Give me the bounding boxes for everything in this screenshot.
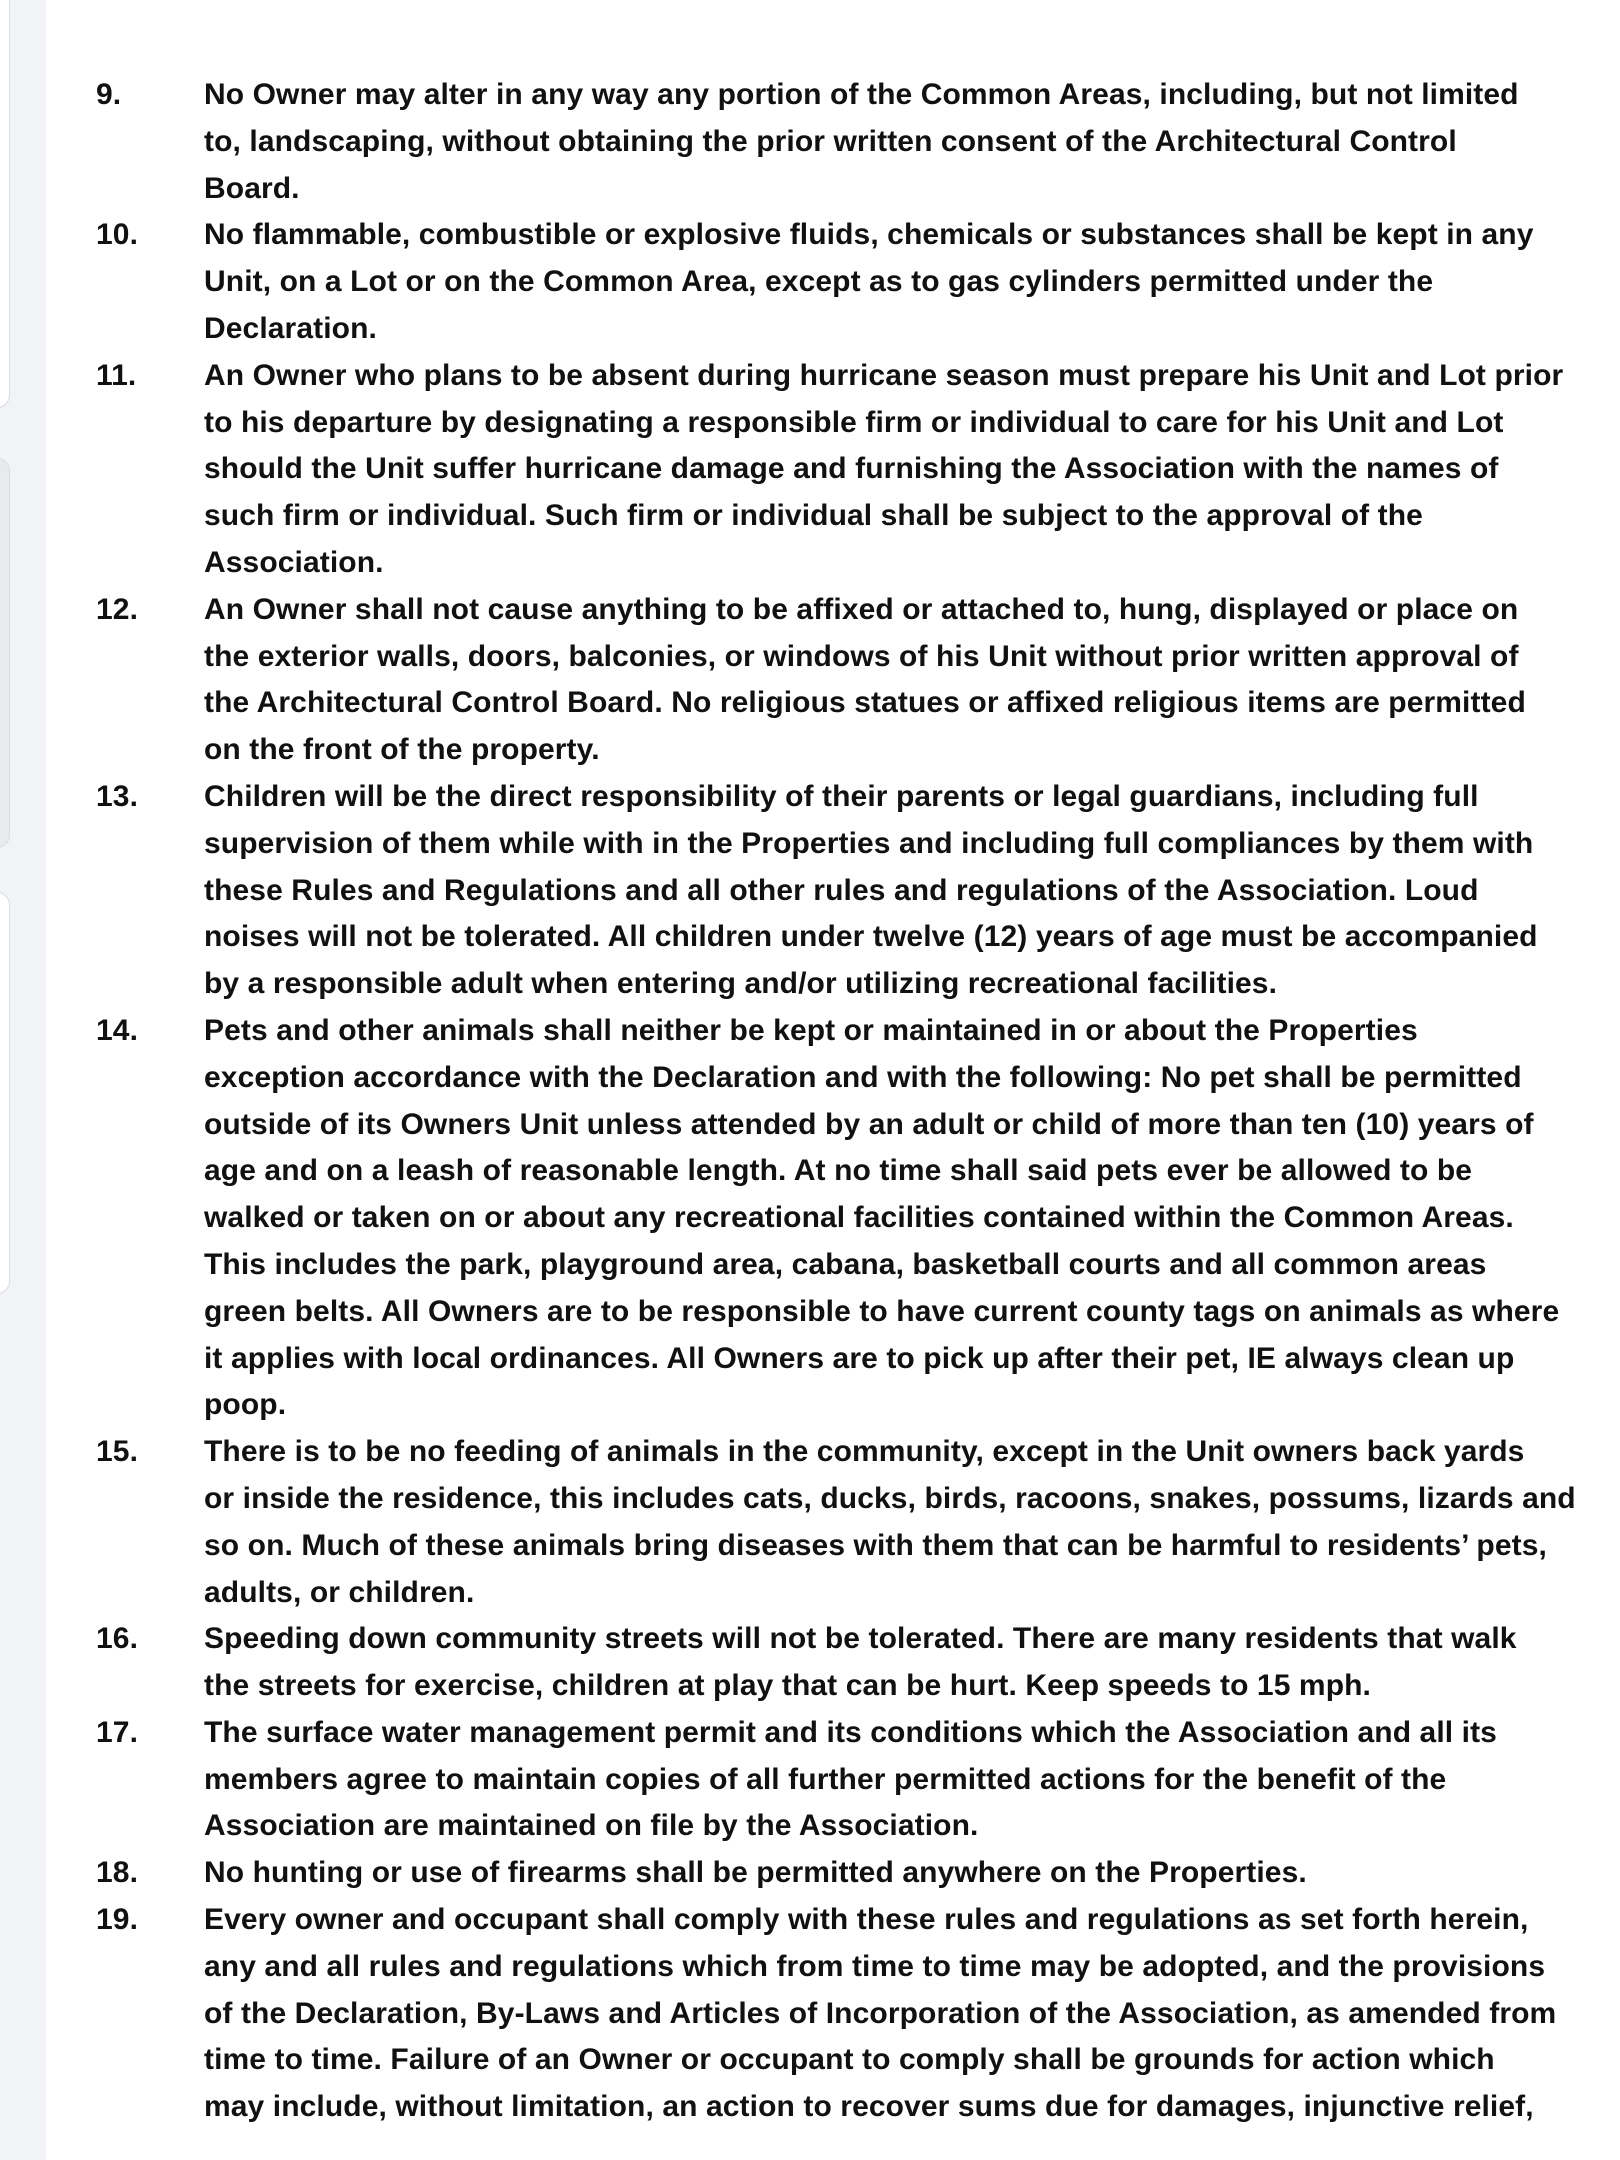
rule-item-17 [96, 1710, 1596, 1850]
rule-number: 11. [96, 358, 137, 392]
rule-text: The surface water management permit and its conditions which the Association and all its members agree to maintain copies of all further permitted actions for the benefit of the Association are maintained on file by the Association. [204, 1715, 1497, 1843]
rule-number: 16. [96, 1622, 139, 1656]
rule-item-19 [96, 1897, 1596, 2131]
rule-text: Speeding down community streets will not be tolerated. There are many residents that walk the streets for exercise, children at play that can be hurt. Keep speeds to 15 mph. [204, 1622, 1517, 1703]
rule-number: 19. [96, 1903, 139, 1937]
rule-number: 14. [96, 1013, 139, 1047]
rules-list [96, 72, 1596, 2131]
rule-text: There is to be no feeding of animals in the community, except in the Unit owners back yards or inside the residence, this includes cats, ducks, birds, racoons, snakes, possums, lizards and so on. Much of these animals bring diseases with them that can be harmful to residents’ pets, adults, or children. [204, 1435, 1576, 1609]
rule-item-10 [96, 212, 1596, 352]
rule-item-18 [96, 1850, 1596, 1897]
rule-item-14 [96, 1008, 1596, 1429]
rule-number: 17. [96, 1715, 139, 1749]
rule-item-16 [96, 1616, 1596, 1710]
left-margin-strip [0, 0, 46, 2160]
rule-number: 9. [96, 78, 122, 111]
rule-number: 15. [96, 1435, 139, 1469]
side-panel-card [0, 0, 10, 408]
side-panel-card [0, 892, 10, 1294]
rule-text: Pets and other animals shall neither be kept or maintained in or about the Properties exception accordance with the Declaration and with the following: No pet shall be permitted outside of its Owners Unit unless attended by an adult or child of more than ten (10) years of age and on a leash of reasonable length. At no time shall said pets ever be allowed to be walked or taken on or about any recreational facilities contained within the Common Areas. This includes the park, playground area, cabana, basketball courts and all common areas green belts. All Owners are to be responsible to have current county tags on animals as where it applies with local ordinances. All Owners are to pick up after their pet, IE always clean up poop. [204, 1013, 1560, 1422]
rule-text: An Owner who plans to be absent during hurricane season must prepare his Unit and Lot prior to his departure by designating a responsible firm or individual to care for his Unit and Lot should the Unit suffer hurricane damage and furnishing the Association with the names of such firm or individual. Such firm or individual shall be subject to the approval of the Association. [204, 358, 1564, 579]
rule-item-11 [96, 353, 1596, 587]
rule-item-9 [96, 72, 1596, 212]
rule-number: 10. [96, 218, 139, 252]
side-panel-card [0, 458, 10, 848]
rule-text: No Owner may alter in any way any portion of the Common Areas, including, but not limited to, landscaping, without obtaining the prior written consent of the Architectural Control Board. [204, 78, 1519, 205]
rule-number: 12. [96, 592, 139, 626]
rule-text: Children will be the direct responsibility of their parents or legal guardians, including full supervision of them while with in the Properties and including full compliances by them with these Rules and Regulations and all other rules and regulations of the Association. Loud noises will not be tolerated. All children under twelve (12) years of age must be accompanied by a responsible adult when entering and/or utilizing recreational facilities. [204, 779, 1538, 1001]
rule-text: No flammable, combustible or explosive fluids, chemicals or substances shall be kept in any Unit, on a Lot or on the Common Area, except as to gas cylinders permitted under the Declaration. [204, 218, 1534, 345]
document-page [46, 0, 1620, 2160]
rule-number: 18. [96, 1856, 139, 1890]
rule-item-15 [96, 1429, 1596, 1616]
rule-text: No hunting or use of firearms shall be permitted anywhere on the Properties. [204, 1856, 1307, 1890]
rule-item-12 [96, 587, 1596, 774]
rule-text: An Owner shall not cause anything to be affixed or attached to, hung, displayed or place on the exterior walls, doors, balconies, or windows of his Unit without prior written approval of the Architectural Control Board. No religious statues or affixed religious items are permitted on the front of the property. [204, 592, 1526, 767]
rule-text: Every owner and occupant shall comply with these rules and regulations as set forth herein, any and all rules and regulations which from time to time may be adopted, and the provisions of the Declaration, By-Laws and Articles of Incorporation of the Association, as amended from time to time. Failure of an Owner or occupant to comply shall be grounds for action which may include, without limitation, an action to recover sums due for damages, injunctive relief, [204, 1903, 1557, 2124]
rule-number: 13. [96, 779, 139, 813]
rule-item-13 [96, 774, 1596, 1008]
